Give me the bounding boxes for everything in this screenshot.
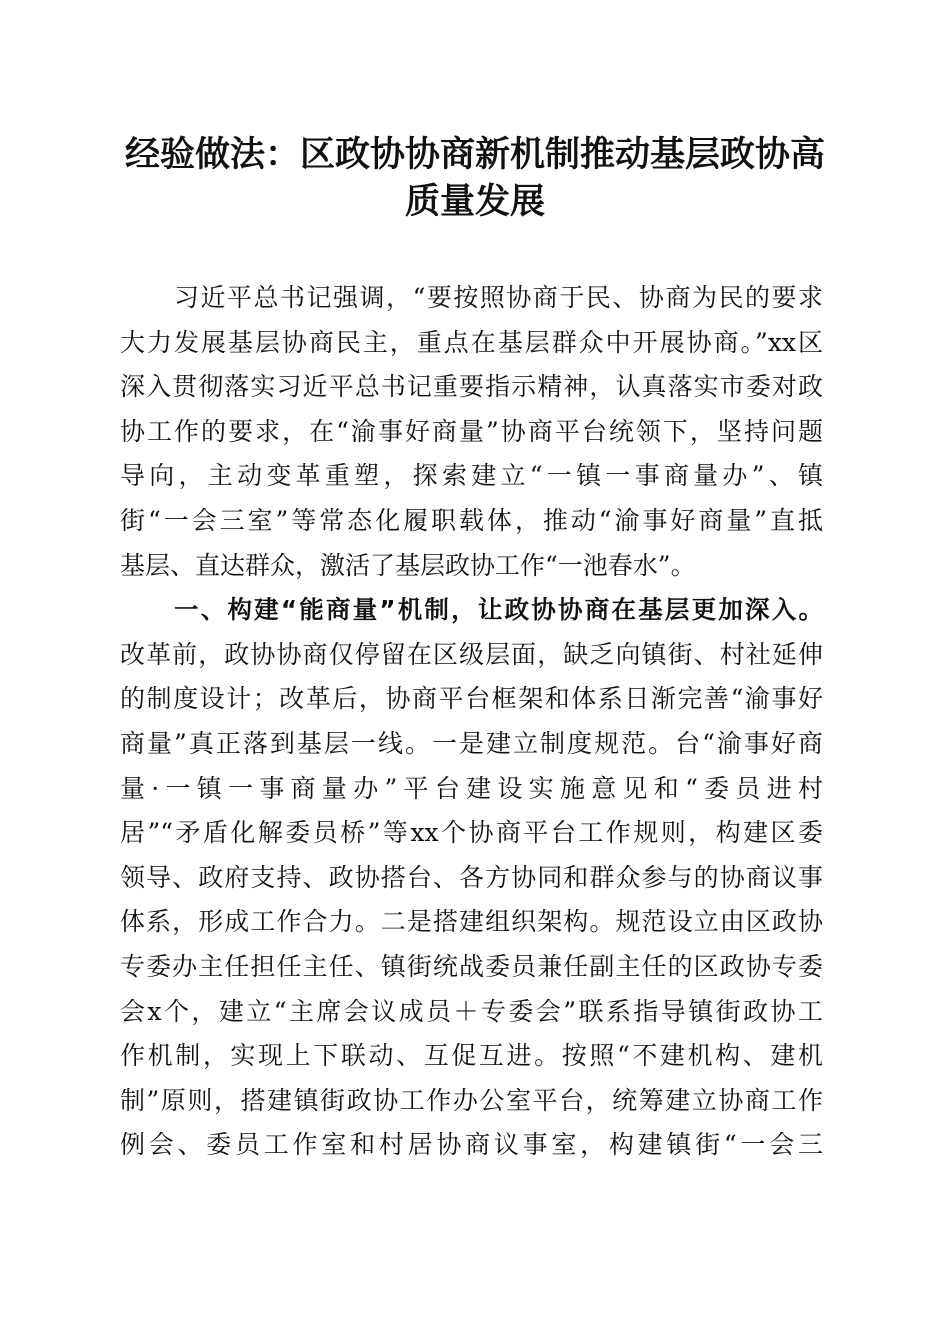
- paragraph-line: 作机制，实现上下联动、互促互进。按照“不建机构、建机: [120, 1041, 823, 1071]
- paragraph-line: 量·一镇一事商量办”平台建设实施意见和“委员进村: [120, 773, 823, 803]
- paragraph-line: 大力发展基层协商民主，重点在基层群众中开展协商。”xx区: [120, 327, 823, 357]
- paragraph-line: 习近平总书记强调，“要按照协商于民、协商为民的要求: [174, 283, 823, 312]
- section-heading: 一、构建“能商量”机制，让政协协商在基层更加深入。: [174, 595, 823, 625]
- paragraph-line: 基层、直达群众，激活了基层政协工作“一池春水”。: [120, 550, 696, 580]
- paragraph-line: 深入贯彻落实习近平总书记重要指示精神，认真落实市委对政: [120, 372, 823, 402]
- paragraph-line: 改革前，政协协商仅停留在区级层面，缺乏向镇街、村社延伸: [120, 639, 823, 669]
- paragraph-line: 会x个，建立“主席会议成员＋专委会”联系指导镇街政协工: [120, 996, 823, 1026]
- paragraph-line: 制”原则，搭建镇街政协工作办公室平台，统筹建立协商工作: [120, 1085, 823, 1115]
- paragraph-line: 协工作的要求，在“渝事好商量”协商平台统领下，坚持问题: [120, 416, 823, 446]
- document-title: [100, 132, 850, 226]
- paragraph-line: 的制度设计；改革后，协商平台框架和体系日渐完善“渝事好: [120, 684, 823, 714]
- document-body: [120, 276, 823, 1168]
- paragraph-line: 专委办主任担任主任、镇街统战委员兼任副主任的区政协专委: [120, 951, 823, 981]
- paragraph-line: 领导、政府支持、政协搭台、各方协同和群众参与的协商议事: [120, 862, 823, 892]
- paragraph-line: 居”“矛盾化解委员桥”等xx个协商平台工作规则，构建区委: [120, 818, 823, 848]
- paragraph-line: 街“一会三室”等常态化履职载体，推动“渝事好商量”直抵: [120, 505, 823, 535]
- paragraph-line: 商量”真正落到基层一线。一是建立制度规范。台“渝事好商: [120, 728, 823, 758]
- paragraph-line: 例会、委员工作室和村居协商议事室，构建镇街“一会三: [120, 1130, 823, 1160]
- paragraph-line: 体系，形成工作合力。二是搭建组织架构。规范设立由区政协: [120, 907, 823, 937]
- paragraph-line: 导向，主动变革重塑，探索建立“一镇一事商量办”、镇: [120, 461, 823, 491]
- title-line-2: 质量发展: [404, 182, 545, 222]
- title-line-1: 经验做法：区政协协商新机制推动基层政协高: [124, 135, 825, 175]
